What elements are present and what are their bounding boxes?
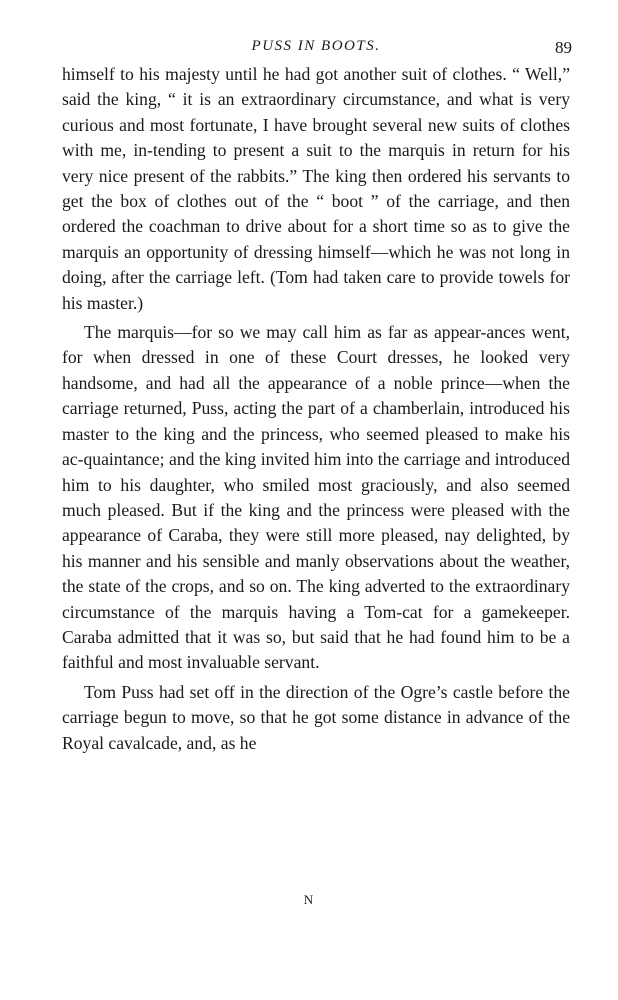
body-text xyxy=(62,62,570,756)
signature-mark: N xyxy=(303,892,315,907)
running-head xyxy=(62,36,570,62)
book-page xyxy=(62,36,570,756)
page-number: 89 xyxy=(555,38,572,57)
running-title: PUSS IN BOOTS. xyxy=(251,38,381,54)
paragraph-continued: himself to his majesty until he had got another suit of clothes. “ Well,” said the king, “ it is an extraordinary circumstance, and what is very curious and most fortunate, I have brought several new suits of clothes with me, in-tending to present a suit to the marquis in return for his very nice present of the rabbits.” The king then ordered his servants to get the box of clothes out of the “ boot ” of the carriage, and then ordered the coachman to drive about for a short time so as to give the marquis an opportunity of dressing himself—which he was not long in doing, after the carriage left. (Tom had taken care to provide towels for his master.) xyxy=(62,64,570,313)
paragraph: The marquis—for so we may call him as far as appear-ances went, for when dressed in one of these Court dresses, he looked very handsome, and had all the appearance of a noble prince—when the carriage returned, Puss, acting the part of a chamberlain, introduced his master to the king and the princess, who seemed pleased to make his ac-quaintance; and the king invited him into the carriage and introduced him to his daughter, who smiled most graciously, and also seemed much pleased. But if the king and the princess were pleased with the appearance of Caraba, they were still more pleased, nay delighted, by his manner and his sensible and manly observations about the weather, the state of the crops, and so on. The king adverted to the extraordinary circumstance of the marquis having a Tom-cat for a gamekeeper. Caraba admitted that it was so, but said that he had found him to be a faithful and most invaluable servant. xyxy=(62,322,570,673)
paragraph: Tom Puss had set off in the direction of the Ogre’s castle before the carriage begun to move, so that he got some distance in advance of the Royal cavalcade, and, as he xyxy=(62,681,570,753)
